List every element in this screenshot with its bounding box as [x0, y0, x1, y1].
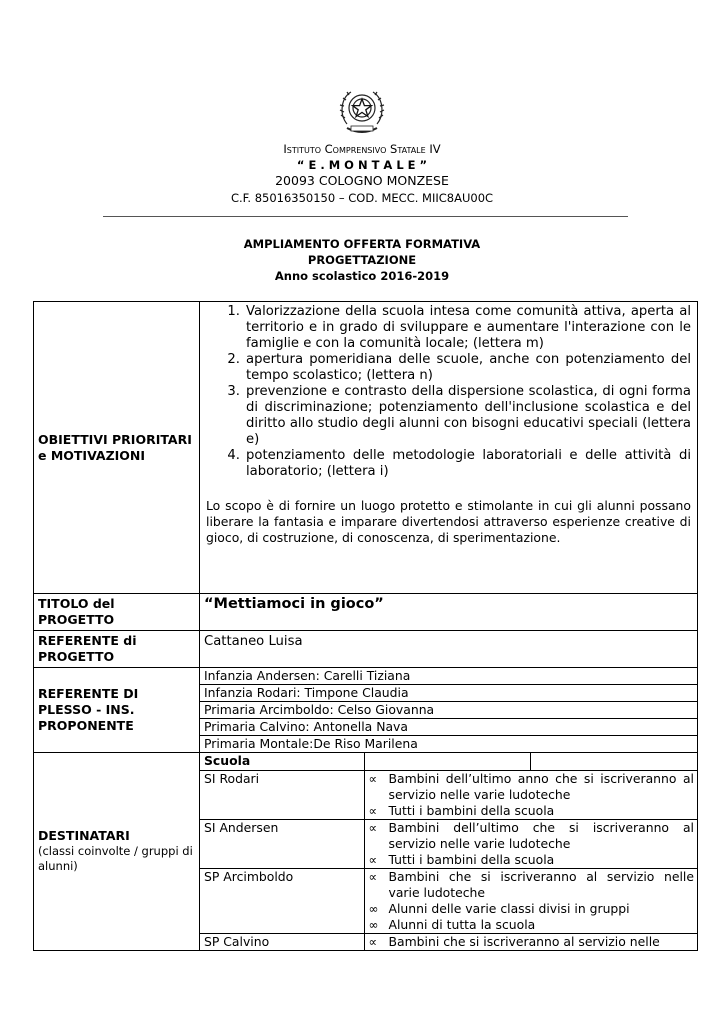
recipients-cell	[200, 753, 698, 951]
objectives-label: OBIETTIVI PRIORITARI e MOTIVAZIONI	[34, 302, 200, 594]
plesso-entry: Primaria Arcimboldo: Celso Giovanna	[200, 702, 697, 719]
school-title: “ E . M O N T A L E ”	[296, 158, 428, 172]
plesso-entry: Infanzia Rodari: Timpone Claudia	[200, 685, 697, 702]
bullet-icon: ∝	[368, 803, 378, 818]
project-ref-row	[34, 631, 698, 668]
target-item: ∝ Tutti i bambini della scuola	[368, 851, 555, 867]
recipients-label-cell	[34, 753, 200, 951]
school-name: Istituto Comprensivo Statale IV	[283, 142, 441, 156]
recipients-sublabel: (classi coinvolte / gruppi di alunni)	[38, 844, 193, 874]
republic-emblem-icon	[337, 84, 387, 140]
empty-header-cell	[530, 753, 698, 770]
target-item: ∝ Bambini dell’ultimo che si iscriveranno al servizio nelle varie ludoteche	[368, 819, 694, 851]
school-targets-cell	[364, 868, 698, 933]
objective-item: 3. prevenzione e contrasto della dispersione scolastica, di ogni forma di discriminazione; potenziamento dell'inclusione scolastica e del diritto allo studio degli alunni con bisogni educativi speciali (lettera e)	[227, 384, 691, 447]
school-codes: C.F. 85016350150 – COD. MECC. MIIC8AU00C	[230, 191, 494, 205]
objective-item: 1. Valorizzazione della scuola intesa come comunità attiva, aperta al territorio e in grado di sviluppare e aumentare l'interazione con le famiglie e con la comunità locale; (lettera m)	[227, 304, 691, 351]
target-item: ∝ Bambini che si iscriveranno al servizio nelle varie ludoteche	[368, 868, 694, 900]
school-name-cell: SP Calvino	[200, 933, 364, 950]
recipients-label: DESTINATARI	[38, 828, 130, 844]
bullet-icon: ∝	[368, 820, 378, 835]
target-item: ∞ Alunni di tutta la scuola	[368, 916, 536, 932]
recipients-table	[200, 753, 698, 950]
school-name-cell: SI Rodari	[200, 770, 364, 819]
school-targets-cell	[364, 933, 698, 950]
school-targets-cell	[364, 770, 698, 819]
target-item: ∝ Bambini dell’ultimo anno che si iscriveranno al servizio nelle varie ludoteche	[368, 770, 694, 802]
school-targets-cell	[364, 819, 698, 868]
project-ref-value: Cattaneo Luisa	[200, 631, 698, 668]
objective-item: 2. apertura pomeridiana delle scuole, anche con potenziamento del tempo scolastico; (lettera n)	[227, 352, 691, 383]
project-table	[33, 301, 698, 951]
recipients-row	[34, 753, 698, 951]
project-title-label: TITOLO del PROGETTO	[34, 594, 200, 631]
plesso-entry: Primaria Montale:De Riso Marilena	[200, 736, 697, 753]
empty-header-cell	[364, 753, 530, 770]
school-name-cell: SP Arcimboldo	[200, 868, 364, 933]
school-city: 20093 COLOGNO MONZESE	[275, 173, 449, 188]
doc-title-line1: AMPLIAMENTO OFFERTA FORMATIVA	[243, 237, 481, 251]
plesso-table	[200, 668, 697, 752]
school-name-cell: SI Andersen	[200, 819, 364, 868]
target-item: ∝ Bambini che si iscriveranno al servizio nelle	[368, 933, 660, 949]
bullet-icon: ∞	[368, 901, 379, 916]
doc-title-line2: PROGETTAZIONE	[307, 253, 417, 267]
bullet-icon: ∝	[368, 869, 378, 884]
project-ref-label: REFERENTE di PROGETTO	[34, 631, 200, 668]
target-item: ∞ Alunni delle varie classi divisi in gruppi	[368, 900, 630, 916]
objectives-list	[200, 304, 697, 480]
project-title-value: “Mettiamoci in gioco”	[200, 594, 698, 631]
bullet-icon: ∝	[368, 852, 378, 867]
bullet-icon: ∝	[368, 771, 378, 786]
school-column-header: Scuola	[200, 753, 364, 770]
plesso-entry: Primaria Calvino: Antonella Nava	[200, 719, 697, 736]
objectives-cell	[200, 302, 698, 594]
project-title-row	[34, 594, 698, 631]
objective-item: 4. potenziamento delle metodologie laboratoriali e delle attività di laboratorio; (lettera i)	[227, 448, 691, 479]
bullet-icon: ∞	[368, 917, 379, 932]
bullet-icon: ∝	[368, 934, 378, 949]
objectives-row	[34, 302, 698, 594]
doc-title-line3: Anno scolastico 2016-2019	[274, 269, 450, 283]
plesso-cell	[200, 668, 698, 753]
plesso-label: REFERENTE DI PLESSO - INS. PROPONENTE	[34, 668, 200, 753]
plesso-row	[34, 668, 698, 753]
objectives-note: Lo scopo è di fornire un luogo protetto e stimolante in cui gli alunni possano liberare la fantasia e imparare divertendosi attraverso esperienze creative di gioco, di costruzione, di conoscenza, di sperimentazione.	[206, 498, 691, 545]
plesso-entry: Infanzia Andersen: Carelli Tiziana	[200, 668, 697, 685]
header-divider	[103, 216, 628, 217]
target-item: ∝ Tutti i bambini della scuola	[368, 802, 555, 818]
